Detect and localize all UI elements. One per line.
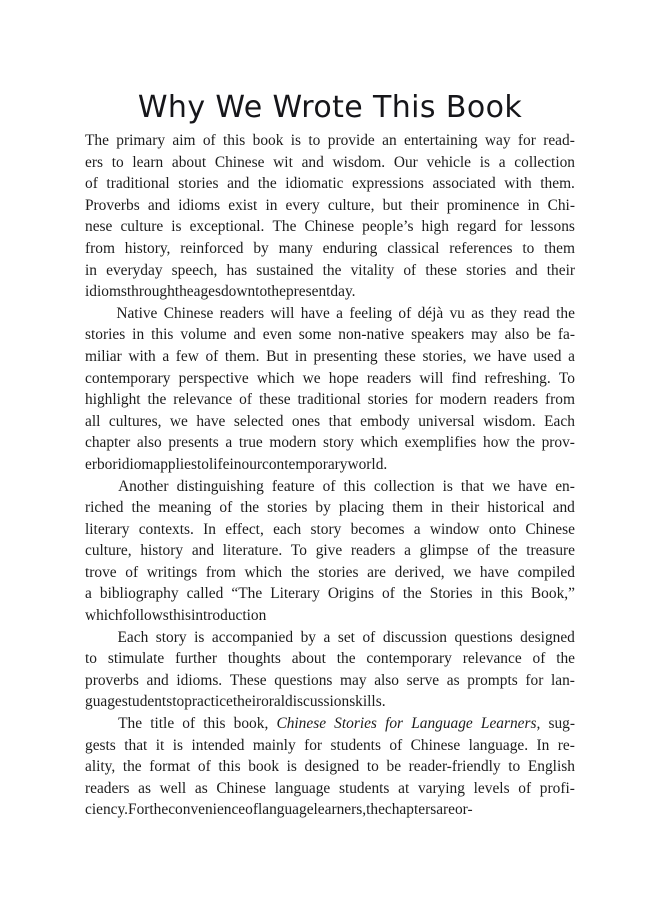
text-line: of traditional stories and the idiomatic expressions associated with them.: [85, 175, 575, 193]
page-title: Why We Wrote This Book: [137, 90, 523, 126]
text-line: stories in this volume and even some non-native speakers may also be fa-: [85, 326, 575, 344]
text-line: Each story is accompanied by a set of discussion questions designed: [117, 628, 575, 646]
text-line: readers as well as Chinese language students at varying levels of profi-: [85, 779, 575, 797]
body-text-block: [85, 130, 575, 821]
text-line: ality, the format of this book is designed to be reader-friendly to English: [85, 758, 575, 776]
text-line: chapter also presents a true modern story which exemplifies how the prov-: [85, 434, 575, 452]
text-line: to stimulate further thoughts about the contemporary relevance of the: [85, 650, 575, 668]
book-title-italic: Language: [411, 715, 473, 733]
paragraph-5: [85, 713, 575, 821]
text-line: highlight the relevance of these traditional stories for modern readers from: [85, 391, 575, 409]
text-line: all cultures, we have selected ones that embody universal wisdom. Each: [85, 412, 575, 430]
text-line: contemporary perspective which we hope readers will find refreshing. To: [85, 369, 575, 387]
text-line: erb or idiom applies to life in our contemporary world.: [85, 455, 388, 473]
text-line: from history, reinforced by many enduring classical references to them: [85, 239, 575, 257]
text-line: guage students to practice their oral discussion skills.: [85, 693, 386, 711]
text-line: nese culture is exceptional. The Chinese people’s high regard for lessons: [85, 218, 575, 236]
text-line: Native Chinese readers will have a feeling of déjà vu as they read the: [116, 304, 575, 322]
text-line: miliar with a few of them. But in presenting these stories, we have used a: [85, 347, 575, 365]
text-line: a bibliography called “The Literary Origins of the Stories in this Book,”: [85, 585, 575, 603]
paragraph-4: [85, 627, 575, 713]
text-line: Another distinguishing feature of this collection is that we have en-: [118, 477, 575, 495]
book-title-italic: Stories: [334, 715, 377, 733]
text-line: ciency. For the convenience of language learners, the chapters are or-: [85, 801, 473, 819]
text-line: Proverbs and idioms exist in every culture, but their prominence in Chi-: [85, 196, 575, 214]
text-line: literary contexts. In effect, each story becomes a window onto Chinese: [85, 520, 575, 538]
paragraph-2: [85, 303, 575, 476]
book-title-italic: Chinese: [276, 715, 327, 733]
text-line: trove of writings from which the stories are derived, we have compiled: [85, 563, 575, 581]
paragraph-3: [85, 476, 575, 627]
text-line: in everyday speech, has sustained the vitality of these stories and their: [85, 261, 575, 279]
book-title-italic: Learners,: [480, 715, 541, 733]
paragraph-1: [85, 130, 575, 303]
text-line: proverbs and idioms. These questions may also serve as prompts for lan-: [85, 671, 575, 689]
text-line: ers to learn about Chinese wit and wisdom. Our vehicle is a collection: [85, 153, 575, 171]
text-line: riched the meaning of the stories by placing them in their historical and: [85, 499, 575, 517]
text-line: culture, history and literature. To give readers a glimpse of the treasure: [85, 542, 575, 560]
text-line: The primary aim of this book is to provide an entertaining way for read-: [85, 132, 575, 149]
text-line: gests that it is intended mainly for students of Chinese language. In re-: [85, 736, 575, 754]
book-title-italic: for: [385, 715, 404, 733]
text-line: which follows this introduction: [85, 607, 267, 625]
text-line: The title of this book, Chinese Stories for Language Learners, sug-: [118, 715, 575, 733]
text-line: idioms through the ages down to the present day.: [85, 283, 356, 301]
